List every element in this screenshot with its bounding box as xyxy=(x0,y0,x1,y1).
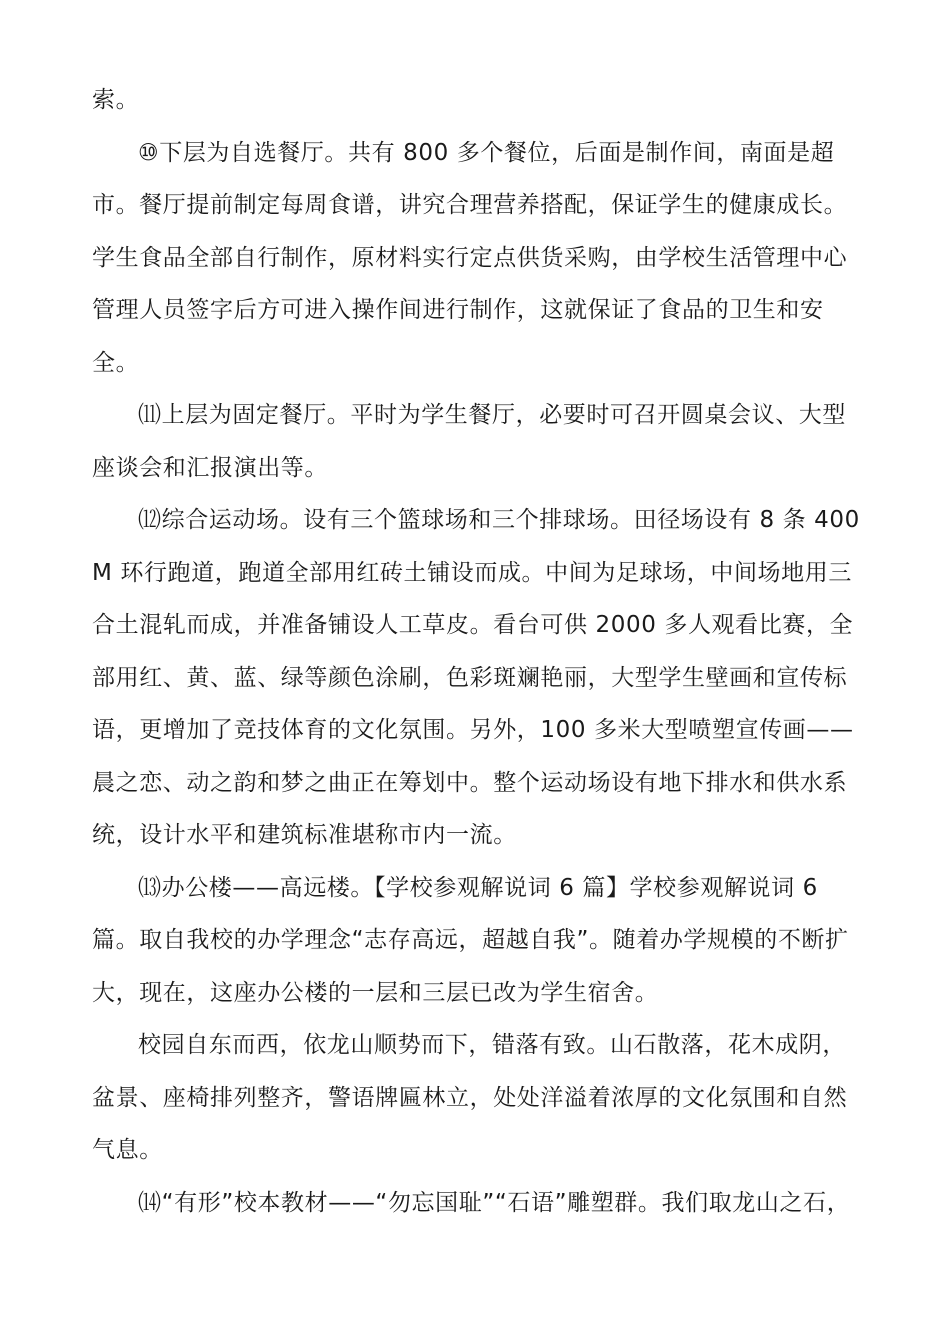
paragraph-campus-overview: 校园自东而西，依龙山顺势而下，错落有致。山石散落，花木成阴，盆景、座椅排列整齐，警语牌匾林立，处处洋溢着浓厚的文化氛围和自然气息。 xyxy=(92,1032,848,1163)
paragraph-item-12-sports-field: ⑿综合运动场。设有三个篮球场和三个排球场。田径场设有 8 条 400M 环行跑道，跑道全部用红砖土铺设而成。中间为足球场，中间场地用三合土混轧而成，并准备铺设人工草皮。看台可供 2000 多人观看比赛，全部用红、黄、蓝、绿等颜色涂刷，色彩斑斓艳丽，大型学生壁画和宣传标语，更增加了竞技体育的文化氛围。另外，100 多米大型喷塑宣传画——晨之恋、动之韵和梦之曲正在筹划中。整个运动场设有地下排水和供水系统，设计水平和建筑标准堪称市内一流。 xyxy=(92,507,860,848)
paragraph-item-14-sculpture-group: ⒁“有形”校本教材——“勿忘国耻”“石语”雕塑群。我们取龙山之石， xyxy=(138,1189,851,1216)
paragraph-item-13-office-building: ⒀办公楼——高远楼。【学校参观解说词 6 篇】学校参观解说词 6 篇。取自我校的办学理念“志存高远，超越自我”。随着办学规模的不断扩大，现在，这座办公楼的一层和三层已改为学生宿舍。 xyxy=(92,874,849,1006)
paragraph-item-11-fixed-dining: ⑾上层为固定餐厅。平时为学生餐厅，必要时可召开圆桌会议、大型座谈会和汇报演出等。 xyxy=(92,402,846,481)
paragraph-item-10-self-service-dining: ⑩下层为自选餐厅。共有 800 多个餐位，后面是制作间，南面是超市。餐厅提前制定每周食谱，讲究合理营养搭配，保证学生的健康成长。学生食品全部自行制作，原材料实行定点供货采购，由学校生活管理中心管理人员签字后方可进入操作间进行制作，这就保证了食品的卫生和安全。 xyxy=(92,139,848,376)
paragraph-continuation: 索。 xyxy=(92,87,140,113)
document-body xyxy=(92,74,862,1229)
